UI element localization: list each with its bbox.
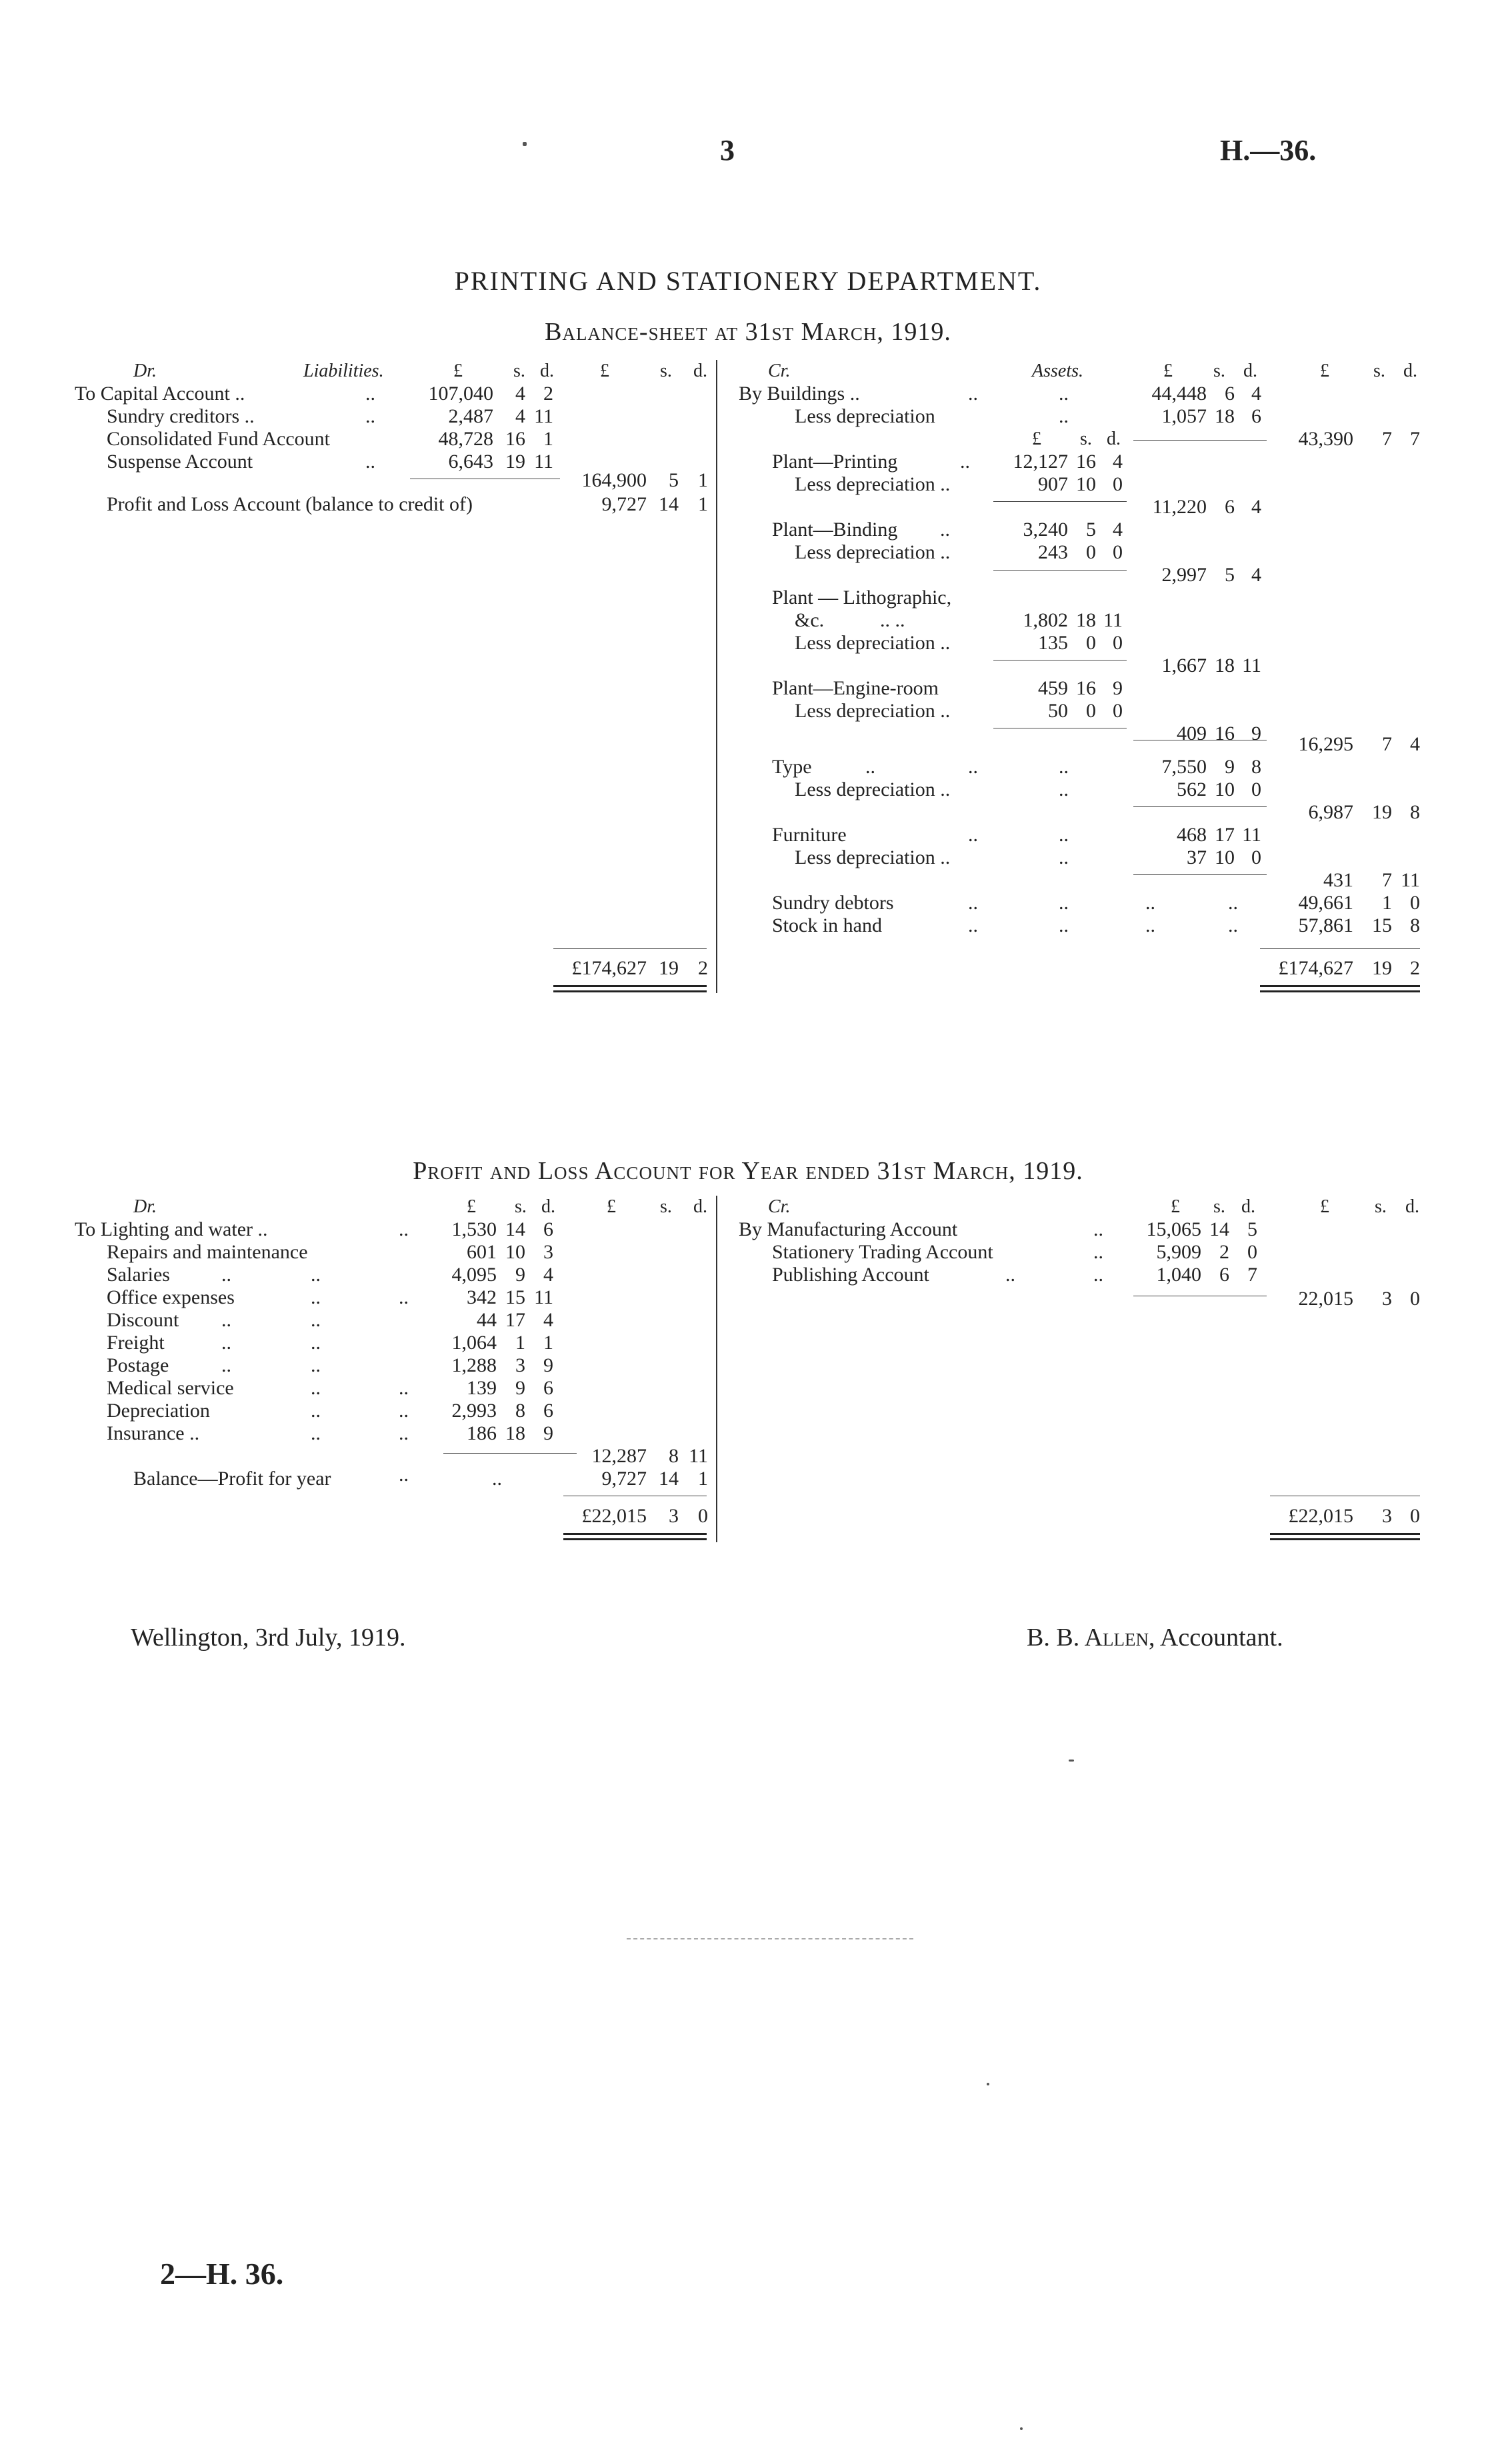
col-pound-total: £ [1320,1196,1329,1217]
department-title: PRINTING AND STATIONERY DEPARTMENT. [454,266,1042,296]
balance-shillings: 14 [659,1468,679,1490]
asset-pence: 4 [1251,383,1261,405]
liability-amount: 6,643 [448,451,493,473]
depreciation-amount: 562 [1177,778,1207,800]
furniture-net-amount: 431 [1323,869,1353,891]
depreciation-pence: 0 [1251,846,1261,868]
asset-pence: 8 [1251,756,1261,778]
plant-net-pence: 4 [1251,496,1261,518]
income-label: Publishing Account [772,1264,929,1286]
asset-shillings: 6 [1225,383,1235,405]
liability-pence: 11 [534,405,553,427]
col-pence-total: d. [1403,361,1417,381]
expense-label: Insurance .. [107,1422,200,1444]
assets-total-pence: 2 [1410,957,1420,979]
leader-dots: .. [311,1264,321,1286]
depreciation-amount: 243 [1038,541,1068,563]
buildings-net-amount: 43,390 [1298,428,1353,450]
stock-shillings: 15 [1372,914,1392,936]
liability-shillings: 4 [515,383,525,405]
assets-total: £174,627 [1278,957,1353,979]
plant-net-amount: 11,220 [1152,496,1207,518]
expense-label: Office expenses [107,1286,235,1308]
income-amount: 15,065 [1146,1218,1201,1240]
leader-dots: .. [311,1377,321,1399]
col-pound: £ [1163,361,1173,381]
leader-dots: .. [1059,846,1069,868]
expenses-subtotal-pence: 11 [689,1445,708,1467]
leader-dots: .. [1093,1218,1103,1240]
liabilities-total-shillings: 19 [659,957,679,979]
leader-dots: .. [1093,1264,1103,1286]
plant-amount: 459 [1038,677,1068,699]
rule [1133,806,1267,807]
leader-dots: .. [399,1400,409,1422]
plant-net-pence: 9 [1251,722,1261,744]
cr-label: Cr. [768,1196,791,1217]
credit-total: £22,015 [1288,1505,1353,1527]
rule [553,948,707,949]
profit-loss-shillings: 14 [659,493,679,515]
asset-amount: 7,550 [1161,756,1207,778]
income-label: Stationery Trading Account [772,1241,993,1263]
leader-dots: .. [865,756,875,778]
depreciation-pence: 0 [1113,632,1123,654]
col-shillings-total: s. [660,361,672,381]
expense-shillings: 9 [515,1264,525,1286]
plant-pence: 4 [1113,519,1123,541]
double-rule [1270,1533,1420,1540]
depreciation-label: Less depreciation .. [795,541,951,563]
plant-net-amount: 2,997 [1161,564,1207,586]
leader-dots: .. [311,1286,321,1308]
leader-dots: .. [399,1464,409,1486]
assets-heading: Assets. [1032,361,1083,381]
col-pound: £ [453,361,463,381]
plant-label-continued: &c. [795,609,825,631]
leader-dots: .. [399,1377,409,1399]
expense-shillings: 3 [515,1354,525,1376]
col-shillings: s. [1213,361,1225,381]
asset-label: Furniture [772,824,847,846]
liabilities-subtotal: 164,900 [581,469,647,491]
col-pence: d. [1243,361,1257,381]
debit-total-shillings: 3 [669,1505,679,1527]
expense-pence: 4 [543,1264,553,1286]
expense-label: Postage [107,1354,169,1376]
income-label: By Manufacturing Account [739,1218,958,1240]
leader-dots: .. [1059,756,1069,778]
leader-dots: .. [311,1332,321,1354]
assets-total-shillings: 19 [1372,957,1392,979]
col-pound: £ [1171,1196,1180,1217]
income-amount: 5,909 [1156,1241,1201,1263]
faint-rule [627,1938,913,1939]
leader-dots: .. [968,914,978,936]
col-pound-total: £ [600,361,609,381]
leader-dots: .. [221,1332,231,1354]
col-shillings-total: s. [1373,361,1385,381]
col-shillings: s. [515,1196,527,1217]
expense-amount: 1,530 [451,1218,497,1240]
signatory-name: B. B. Allen, [1027,1624,1155,1652]
balance-amount: 9,727 [601,1468,647,1490]
leader-dots: .. [399,1286,409,1308]
expense-shillings: 15 [505,1286,525,1308]
asset-label: By Buildings .. [739,383,860,405]
double-rule [553,985,707,992]
liability-label: Consolidated Fund Account [107,428,330,450]
col-pound-total: £ [607,1196,616,1217]
income-subtotal: 22,015 [1298,1288,1353,1310]
income-amount: 1,040 [1156,1264,1201,1286]
cr-label: Cr. [768,361,791,381]
liability-shillings: 16 [505,428,525,450]
asset-amount: 468 [1177,824,1207,846]
depreciation-pence: 0 [1113,700,1123,722]
plant-label: Plant—Printing [772,451,898,473]
liability-label: Sundry creditors .. [107,405,255,427]
furniture-net-pence: 11 [1401,869,1420,891]
depreciation-amount: 37 [1187,846,1207,868]
expense-pence: 11 [534,1286,553,1308]
col-pound-total: £ [1320,361,1329,381]
leader-dots: .. [1059,405,1069,427]
depreciation-amount: 135 [1038,632,1068,654]
col-shillings-total: s. [660,1196,672,1217]
expense-label: Freight [107,1332,165,1354]
asset-shillings: 9 [1225,756,1235,778]
expense-shillings: 8 [515,1400,525,1422]
rule [443,1453,577,1454]
plant-label: Plant—Engine-room [772,677,939,699]
expense-pence: 1 [543,1332,553,1354]
leader-dots: .. [399,1218,409,1240]
asset-label: Type [772,756,812,778]
sheet-reference: 2—H. 36. [160,2257,284,2291]
depreciation-amount: 50 [1048,700,1068,722]
liability-label: To Capital Account .. [75,383,245,405]
rule [1260,948,1420,949]
col-shillings: s. [513,361,525,381]
depreciation-shillings: 18 [1215,405,1235,427]
plant-net-pence: 11 [1242,654,1261,676]
liabilities-subtotal-pence: 1 [698,469,708,491]
signatory-title: Accountant. [1159,1624,1283,1652]
expense-amount: 139 [467,1377,497,1399]
liabilities-subtotal-shillings: 5 [669,469,679,491]
type-net-shillings: 19 [1372,801,1392,823]
sundry-debtors-amount: 49,661 [1298,892,1353,914]
liability-amount: 107,040 [428,383,493,405]
plant-pence: 11 [1103,609,1123,631]
rule [1133,874,1267,875]
liabilities-heading: Liabilities. [303,361,384,381]
leader-dots: .. [311,1400,321,1422]
depreciation-label: Less depreciation .. [795,473,951,495]
leader-dots: .. [365,405,375,427]
plant-col-shillings: s. [1080,429,1092,449]
depreciation-shillings: 0 [1086,541,1096,563]
depreciation-label: Less depreciation [795,405,935,427]
col-shillings: s. [1213,1196,1225,1217]
leader-dots: .. [1059,383,1069,405]
plant-shillings: 18 [1076,609,1096,631]
leader-dots: .. [960,451,970,473]
leader-dots: .. [1145,892,1155,914]
plant-net-shillings: 5 [1225,564,1235,586]
income-pence: 0 [1247,1241,1257,1263]
signature-block [1027,1623,1283,1652]
plant-label: Plant—Binding [772,519,898,541]
print-speck [1020,2427,1023,2430]
depreciation-shillings: 0 [1086,700,1096,722]
leader-dots: .. [968,756,978,778]
debit-total: £22,015 [581,1505,647,1527]
plant-shillings: 16 [1076,451,1096,473]
asset-pence: 11 [1242,824,1261,846]
sundry-debtors-shillings: 1 [1382,892,1392,914]
plant-net-shillings: 16 [1215,722,1235,744]
leader-dots: .. [365,383,375,405]
double-rule [563,1533,707,1540]
expense-pence: 6 [543,1377,553,1399]
column-divider [716,1196,717,1542]
expense-shillings: 18 [505,1422,525,1444]
plant-total-shillings: 7 [1382,733,1392,755]
expense-shillings: 1 [515,1332,525,1354]
leader-dots: .. [311,1422,321,1444]
furniture-net-shillings: 7 [1382,869,1392,891]
expense-label: Discount [107,1309,179,1331]
expense-shillings: 10 [505,1241,525,1263]
leader-dots: .. [492,1468,502,1490]
liabilities-total-pence: 2 [698,957,708,979]
leader-dots: .. [221,1354,231,1376]
income-shillings: 14 [1209,1218,1229,1240]
leader-dots: .. [365,451,375,473]
depreciation-pence: 0 [1113,541,1123,563]
expenses-subtotal: 12,287 [591,1445,647,1467]
plant-net-amount: 1,667 [1161,654,1207,676]
leader-dots: .. [1059,824,1069,846]
leader-dots: .. [968,824,978,846]
income-pence: 7 [1247,1264,1257,1286]
profit-loss-title: Profit and Loss Account for Year ended 31st March, 1919. [413,1157,1083,1185]
depreciation-amount: 907 [1038,473,1068,495]
leader-dots: .. [1059,914,1069,936]
plant-shillings: 16 [1076,677,1096,699]
asset-label: Sundry debtors [772,892,894,914]
plant-net-pence: 4 [1251,564,1261,586]
sundry-debtors-pence: 0 [1410,892,1420,914]
plant-pence: 9 [1113,677,1123,699]
print-speck [523,142,527,146]
leader-dots: .. [1059,778,1069,800]
plant-amount: 1,802 [1023,609,1068,631]
leader-dots: .. .. [880,609,905,631]
print-speck [1069,1760,1074,1762]
debit-total-pence: 0 [698,1505,708,1527]
leader-dots: .. [1093,1241,1103,1263]
plant-total-amount: 16,295 [1298,733,1353,755]
plant-shillings: 5 [1086,519,1096,541]
depreciation-amount: 1,057 [1161,405,1207,427]
plant-label: Plant — Lithographic, [772,587,952,609]
plant-net-shillings: 18 [1215,654,1235,676]
col-pence: d. [541,1196,555,1217]
depreciation-shillings: 0 [1086,632,1096,654]
asset-label: Stock in hand [772,914,882,936]
depreciation-label: Less depreciation .. [795,632,951,654]
income-subtotal-pence: 0 [1410,1288,1420,1310]
dr-label: Dr. [133,1196,157,1217]
column-divider [716,360,717,993]
expense-amount: 44 [477,1309,497,1331]
buildings-net-pence: 7 [1410,428,1420,450]
expense-amount: 4,095 [451,1264,497,1286]
expense-amount: 1,064 [451,1332,497,1354]
depreciation-shillings: 10 [1215,846,1235,868]
profit-loss-label: Profit and Loss Account (balance to credit of) [107,493,473,515]
liability-pence: 11 [534,451,553,473]
asset-amount: 44,448 [1151,383,1207,405]
leader-dots: .. [1228,914,1238,936]
plant-pence: 4 [1113,451,1123,473]
income-subtotal-shillings: 3 [1382,1288,1392,1310]
credit-total-shillings: 3 [1382,1505,1392,1527]
leader-dots: .. [221,1264,231,1286]
expense-pence: 4 [543,1309,553,1331]
liability-shillings: 4 [515,405,525,427]
liability-pence: 1 [543,428,553,450]
expense-label: To Lighting and water .. [75,1218,268,1240]
col-pence-total: d. [693,1196,707,1217]
col-pence-total: d. [1405,1196,1419,1217]
leader-dots: .. [1145,914,1155,936]
depreciation-shillings: 10 [1076,473,1096,495]
place-date: Wellington, 3rd July, 1919. [131,1624,406,1652]
col-shillings-total: s. [1375,1196,1387,1217]
type-net-amount: 6,987 [1308,801,1353,823]
depreciation-pence: 6 [1251,405,1261,427]
income-shillings: 6 [1219,1264,1229,1286]
stock-pence: 8 [1410,914,1420,936]
expense-amount: 186 [467,1422,497,1444]
expense-pence: 9 [543,1422,553,1444]
depreciation-pence: 0 [1251,778,1261,800]
leader-dots: .. [399,1422,409,1444]
double-rule [1260,985,1420,992]
depreciation-label: Less depreciation .. [795,778,951,800]
expense-amount: 342 [467,1286,497,1308]
plant-col-pence: d. [1107,429,1121,449]
liability-shillings: 19 [505,451,525,473]
expense-shillings: 14 [505,1218,525,1240]
plant-col-pound: £ [1032,429,1041,449]
expense-pence: 3 [543,1241,553,1263]
type-net-pence: 8 [1410,801,1420,823]
plant-amount: 12,127 [1013,451,1068,473]
balance-label: Balance—Profit for year [133,1468,331,1490]
buildings-net-shillings: 7 [1382,428,1392,450]
liabilities-total: £174,627 [571,957,647,979]
depreciation-pence: 0 [1113,473,1123,495]
leader-dots: .. [1228,892,1238,914]
expense-pence: 6 [543,1400,553,1422]
leader-dots: .. [968,892,978,914]
liability-amount: 2,487 [448,405,493,427]
liability-pence: 2 [543,383,553,405]
leader-dots: .. [311,1354,321,1376]
expense-amount: 1,288 [451,1354,497,1376]
expense-label: Depreciation [107,1400,210,1422]
leader-dots: .. [1059,892,1069,914]
profit-loss-amount: 9,727 [601,493,647,515]
credit-total-pence: 0 [1410,1505,1420,1527]
leader-dots: .. [221,1309,231,1331]
col-pence: d. [540,361,554,381]
balance-pence: 1 [698,1468,708,1490]
col-pence: d. [1241,1196,1255,1217]
expense-pence: 6 [543,1218,553,1240]
balance-sheet-title: Balance-sheet at 31st March, 1919. [545,318,951,346]
income-shillings: 2 [1219,1241,1229,1263]
expense-shillings: 17 [505,1309,525,1331]
expense-amount: 601 [467,1241,497,1263]
leader-dots: .. [1005,1264,1015,1286]
plant-total-pence: 4 [1410,733,1420,755]
print-speck [987,2083,989,2085]
liability-amount: 48,728 [438,428,493,450]
col-pound: £ [467,1196,476,1217]
leader-dots: .. [968,383,978,405]
expenses-subtotal-shillings: 8 [669,1445,679,1467]
document-reference: H.—36. [1220,134,1317,167]
liability-label: Suspense Account [107,451,253,473]
col-pence-total: d. [693,361,707,381]
page-number: 3 [720,134,735,167]
stock-amount: 57,861 [1298,914,1353,936]
leader-dots: .. [940,519,950,541]
expense-shillings: 9 [515,1377,525,1399]
asset-shillings: 17 [1215,824,1235,846]
rule [1133,440,1267,441]
depreciation-label: Less depreciation .. [795,700,951,722]
depreciation-label: Less depreciation .. [795,846,951,868]
plant-net-amount: 409 [1177,722,1207,744]
expense-label: Medical service [107,1377,234,1399]
depreciation-shillings: 10 [1215,778,1235,800]
plant-net-shillings: 6 [1225,496,1235,518]
leader-dots: .. [311,1309,321,1331]
profit-loss-pence: 1 [698,493,708,515]
expense-amount: 2,993 [451,1400,497,1422]
expense-pence: 9 [543,1354,553,1376]
expense-label: Salaries [107,1264,170,1286]
expense-label: Repairs and maintenance [107,1241,308,1263]
dr-label: Dr. [133,361,157,381]
plant-amount: 3,240 [1023,519,1068,541]
income-pence: 5 [1247,1218,1257,1240]
